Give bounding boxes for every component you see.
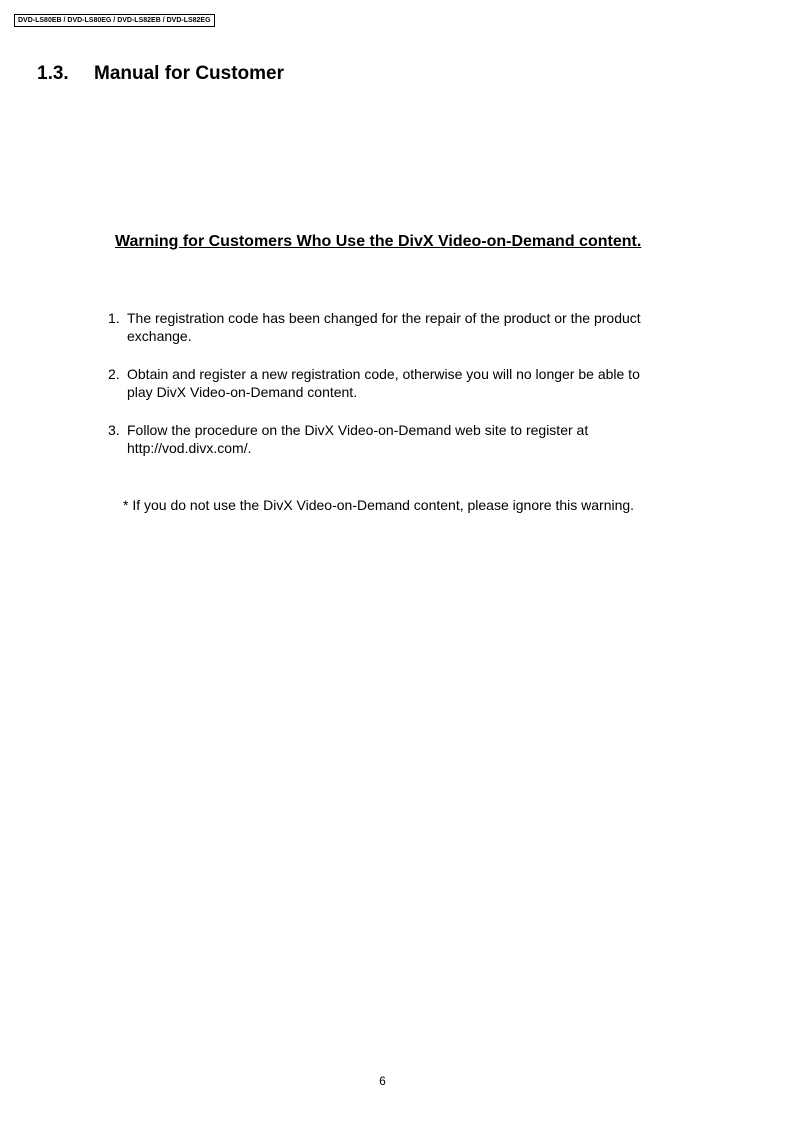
page-number: 6 <box>379 1074 386 1088</box>
list-item-number: 3. <box>108 422 120 438</box>
section-number: 1.3. <box>37 63 69 84</box>
list-item <box>108 309 668 345</box>
section-title: Manual for Customer <box>94 63 285 84</box>
ignore-note: * If you do not use the DivX Video-on-Demand content, please ignore this warning. <box>123 497 635 513</box>
section-heading <box>37 62 284 86</box>
model-numbers-header: DVD-LS80EB / DVD-LS80EG / DVD-LS82EB / DVD-LS82EG <box>14 14 215 27</box>
list-item-number: 1. <box>108 310 120 326</box>
list-item <box>108 421 668 457</box>
list-item-number: 2. <box>108 366 120 382</box>
list-item-text: The registration code has been changed for the repair of the product or the product exchange. <box>127 310 641 344</box>
list-item-text: Obtain and register a new registration code, otherwise you will no longer be able to play DivX Video-on-Demand content. <box>127 366 640 400</box>
warning-title: Warning for Customers Who Use the DivX Video-on-Demand content. <box>115 233 642 250</box>
list-item-text: Follow the procedure on the DivX Video-on-Demand web site to register at http://vod.divx.com/. <box>127 422 589 456</box>
list-item <box>108 365 668 401</box>
warning-list <box>108 309 668 477</box>
